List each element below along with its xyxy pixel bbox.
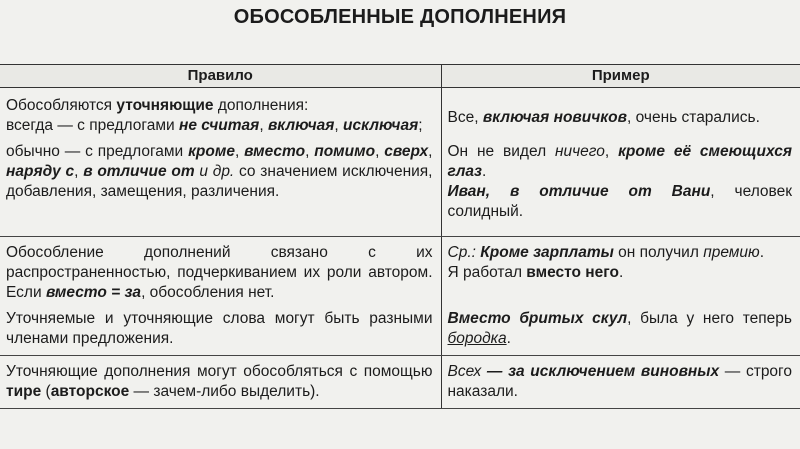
table-row (0, 237, 800, 310)
rule-cell (0, 309, 441, 356)
text: со значением исключения, добавления, замещения, различения. (6, 163, 433, 200)
header-rule: Правило (0, 65, 441, 88)
text: Ср.: (447, 244, 481, 261)
text: помимо (314, 143, 376, 160)
text: бородка (447, 330, 507, 347)
text: , человек солидный. (447, 183, 792, 220)
text: Иван, в отличие от Вани (447, 183, 711, 200)
text: вместо (244, 143, 306, 160)
text: Он не видел (447, 143, 555, 160)
text: ничего (555, 143, 605, 160)
text: , (234, 143, 245, 160)
text: Всех (447, 363, 482, 380)
text: дополнения: (213, 97, 309, 114)
text: кроме её смеющихся глаз (447, 143, 792, 180)
text: Кроме зарплаты (480, 244, 614, 261)
example-cell (441, 142, 800, 237)
text: . (619, 264, 624, 281)
text: исключая (343, 117, 419, 134)
text: , (305, 143, 315, 160)
text: Вместо бритых скул (447, 310, 628, 327)
text: , обособления нет. (141, 284, 275, 301)
text: Обособление дополнений связано с их распространенностью, подчеркиванием их роли автором. Если (6, 244, 433, 301)
text: Я работал (447, 264, 527, 281)
text: премию (703, 244, 760, 261)
text: , (259, 117, 268, 134)
example-cell (441, 309, 800, 356)
text: авторское (50, 383, 130, 400)
page-title: ОБОСОБЛЕННЫЕ ДОПОЛНЕНИЯ (233, 6, 567, 28)
table-row (0, 309, 800, 356)
text: кроме (188, 143, 235, 160)
text: , (604, 143, 619, 160)
text: не считая (178, 117, 260, 134)
text: в отличие от (83, 163, 195, 180)
text: , (428, 143, 433, 160)
text: — зачем-либо выделить). (129, 383, 320, 400)
text: уточняющие (116, 97, 214, 114)
text: , (334, 117, 344, 134)
table-row (0, 142, 800, 237)
text: включая новичков (482, 109, 627, 126)
text: — строго наказали. (447, 363, 792, 400)
example-cell (441, 88, 800, 143)
text: наряду с (6, 163, 75, 180)
text: . (506, 330, 511, 347)
text: — (481, 363, 509, 380)
text: вместо = за (45, 284, 142, 301)
text: и др. (194, 163, 235, 180)
table-row (0, 356, 800, 409)
text: Уточняемые и уточняющие слова могут быть разными членами предложения. (6, 310, 433, 347)
example-cell (441, 356, 800, 409)
rules-table (0, 64, 800, 409)
text: сверх (384, 143, 429, 160)
text: вместо него (526, 264, 619, 281)
rule-cell (0, 88, 441, 143)
text: ( (41, 383, 51, 400)
text: тире (6, 383, 42, 400)
text: , (375, 143, 385, 160)
rule-cell (0, 356, 441, 409)
table-row (0, 88, 800, 143)
text: , была у него теперь (627, 310, 792, 327)
text: Все, (447, 109, 483, 126)
text: он получил (613, 244, 704, 261)
text: всегда — с предлогами (6, 117, 179, 134)
text: включая (267, 117, 335, 134)
header-example: Пример (441, 65, 800, 88)
text: . (481, 163, 487, 180)
text: Уточняющие дополнения могут обособляться с помощью (6, 363, 433, 380)
text: , (74, 163, 84, 180)
table-header-row (0, 65, 800, 88)
text: Обособляются (6, 97, 117, 114)
text: . (759, 244, 765, 261)
example-cell (441, 237, 800, 310)
text: обычно — с предлогами (6, 143, 189, 160)
rule-cell (0, 142, 441, 237)
text: , очень старались. (626, 109, 760, 126)
text: ; (418, 117, 423, 134)
rule-cell (0, 237, 441, 310)
text: за исключением виновных (508, 363, 720, 380)
